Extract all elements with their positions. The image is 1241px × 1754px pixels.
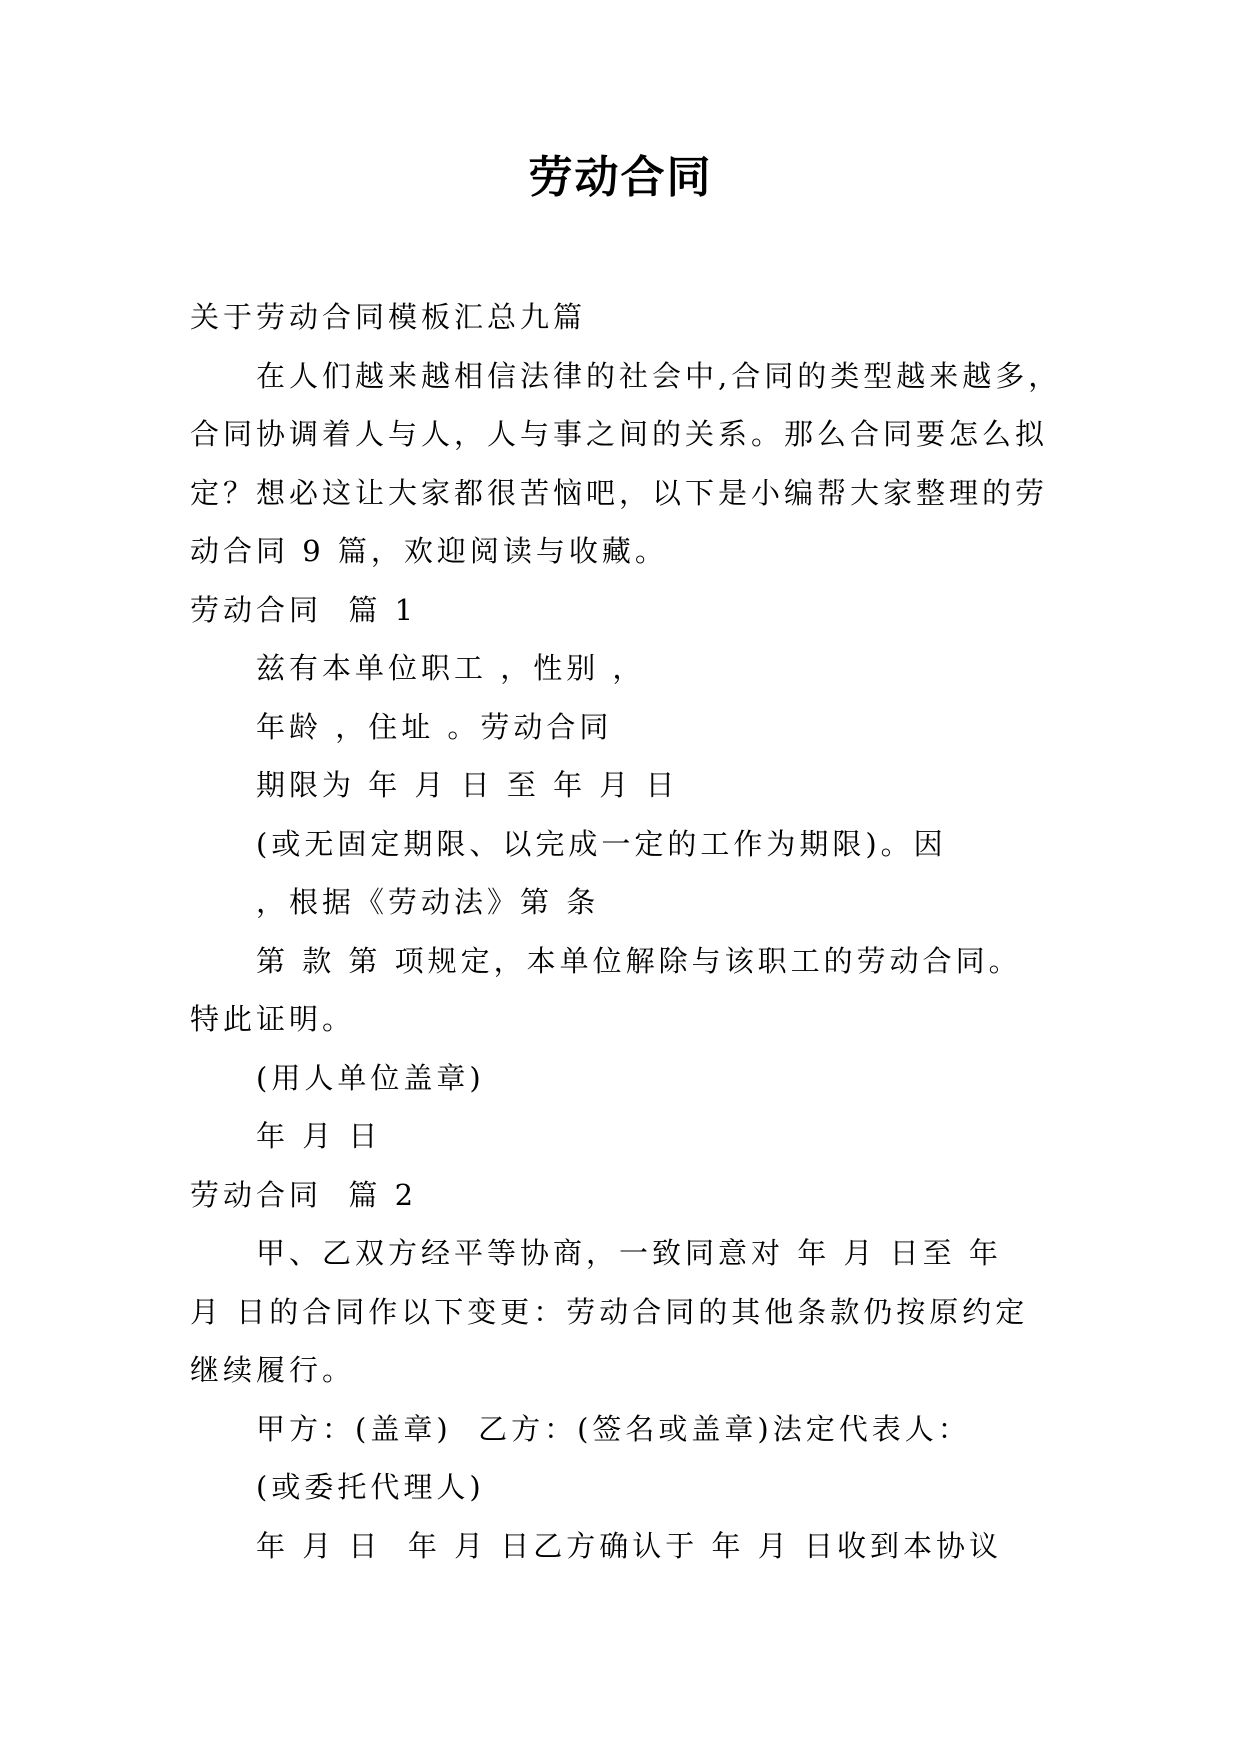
paragraph-line: (用人单位盖章)	[256, 1060, 485, 1095]
paragraph-line: 在人们越来越相信法律的社会中,合同的类型越来越多，	[256, 358, 1062, 393]
paragraph-line: 合同协调着人与人，人与事之间的关系。那么合同要怎么拟	[190, 417, 1049, 451]
paragraph-line: 兹有本单位职工 ，性别 ，	[256, 651, 646, 685]
document-title: 劳动合同	[528, 152, 713, 203]
paragraph-line: 甲、乙双方经平等协商，一致同意对 年 月 日至 年	[256, 1236, 1002, 1270]
paragraph-line: (或委托代理人)	[256, 1470, 485, 1504]
paragraph-line: 年 月 日 年 月 日乙方确认于 年 月 日收到本协议	[256, 1528, 1002, 1563]
paragraph-line: 定？想必这让大家都很苦恼吧，以下是小编帮大家整理的劳	[190, 475, 1049, 510]
paragraph-line: 继续履行。	[190, 1353, 356, 1387]
paragraph-line: 第 款 第 项规定，本单位解除与该职工的劳动合同。	[256, 943, 1022, 978]
paragraph-line: 特此证明。	[190, 1002, 356, 1036]
paragraph-line: 月 日的合同作以下变更：劳动合同的其他条款仍按原约定	[190, 1294, 1029, 1329]
paragraph-line: (或无固定期限、以完成一定的工作为期限)。因	[256, 826, 947, 861]
paragraph-line: ，根据《劳动法》第 条	[256, 885, 600, 919]
paragraph-line: 期限为 年 月 日 至 年 月 日	[256, 768, 679, 802]
document-body	[190, 288, 1062, 1575]
intro-heading: 关于劳动合同模板汇总九篇	[190, 300, 587, 334]
paragraph-line: 甲方：(盖章) 乙方：(签名或盖章)法定代表人：	[256, 1411, 971, 1446]
paragraph-line: 年龄 ，住址 。劳动合同	[256, 709, 613, 744]
section-heading: 劳动合同 篇 2	[190, 1177, 418, 1212]
paragraph-line: 年 月 日	[256, 1119, 382, 1153]
paragraph-line: 动合同 9 篇，欢迎阅读与收藏。	[190, 534, 668, 568]
section-heading: 劳动合同 篇 1	[190, 592, 418, 627]
